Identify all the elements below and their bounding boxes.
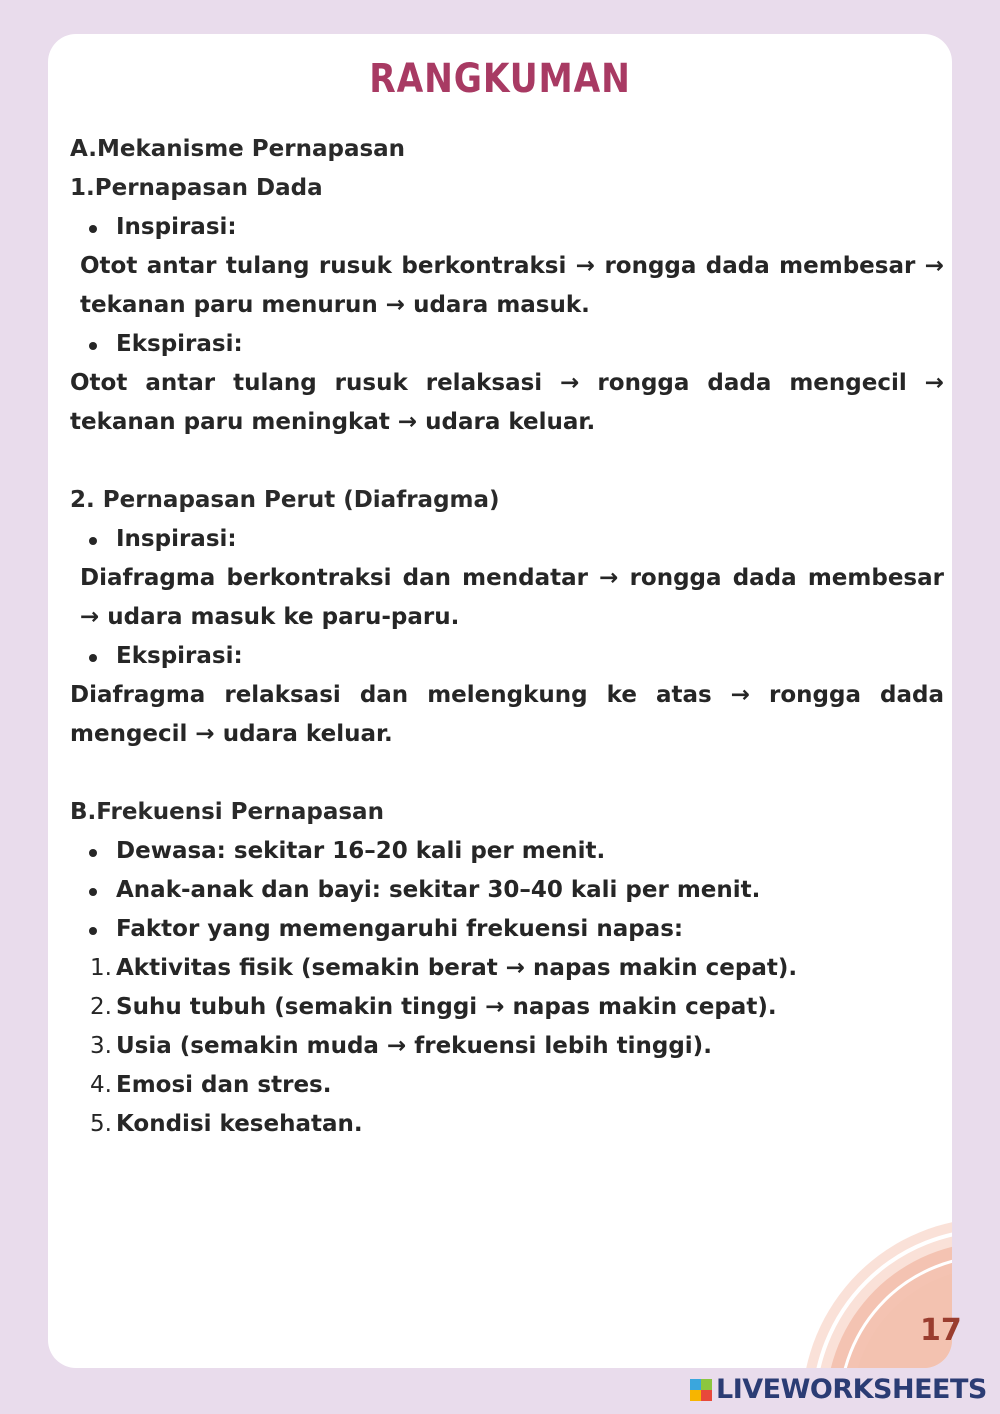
page-title: RANGKUMAN [369, 56, 631, 102]
section-a-heading: A.Mekanisme Pernapasan [70, 136, 406, 162]
chest-breathing-heading: 1.Pernapasan Dada [70, 175, 323, 201]
liveworksheets-icon [690, 1379, 712, 1401]
abdominal-inspiration-text: Diafragma berkontraksi dan mendatar → rongga dada membesar → udara masuk ke paru-paru. [80, 565, 944, 630]
factor-text: Usia (semakin muda → frekuensi lebih tinggi). [116, 1033, 712, 1059]
spacer [70, 754, 944, 793]
frequency-bullet-adult: Dewasa: sekitar 16–20 kali per menit. [70, 832, 944, 871]
factor-number: 5. [90, 1111, 112, 1137]
factor-item [70, 1105, 944, 1144]
section-b-heading: B.Frekuensi Pernapasan [70, 799, 384, 825]
abdominal-inspiration-label: Inspirasi: [70, 520, 944, 559]
chest-inspiration-label: Inspirasi: [70, 208, 944, 247]
factor-text: Aktivitas fisik (semakin berat → napas makin cepat). [116, 955, 798, 981]
abdominal-breathing-heading: 2. Pernapasan Perut (Diafragma) [70, 487, 500, 513]
factor-item [70, 1027, 944, 1066]
factor-number: 4. [90, 1072, 112, 1098]
factor-item [70, 949, 944, 988]
factor-number: 1. [90, 955, 112, 981]
factor-text: Suhu tubuh (semakin tinggi → napas makin cepat). [116, 994, 777, 1020]
factor-item [70, 988, 944, 1027]
page-number: 17 [920, 1313, 962, 1348]
abdominal-expiration-text: Diafragma relaksasi dan melengkung ke atas → rongga dada mengecil → udara keluar. [70, 682, 944, 747]
factor-number: 3. [90, 1033, 112, 1059]
factor-item [70, 1066, 944, 1105]
liveworksheets-logo[interactable] [690, 1374, 987, 1405]
chest-expiration-label: Ekspirasi: [70, 325, 944, 364]
factor-text: Emosi dan stres. [116, 1072, 332, 1098]
chest-inspiration-text: Otot antar tulang rusuk berkontraksi → rongga dada membesar → tekanan paru menurun → udara masuk. [80, 253, 944, 318]
abdominal-expiration-label: Ekspirasi: [70, 637, 944, 676]
summary-content [70, 130, 944, 1144]
frequency-bullet-children: Anak-anak dan bayi: sekitar 30–40 kali per menit. [70, 871, 944, 910]
spacer [70, 442, 944, 481]
chest-expiration-text: Otot antar tulang rusuk relaksasi → rongga dada mengecil → tekanan paru meningkat → udara keluar. [70, 370, 944, 435]
brand-text: LIVEWORKSHEETS [716, 1374, 987, 1405]
factor-number: 2. [90, 994, 112, 1020]
factor-text: Kondisi kesehatan. [116, 1111, 363, 1137]
frequency-bullet-factors: Faktor yang memengaruhi frekuensi napas: [70, 910, 944, 949]
